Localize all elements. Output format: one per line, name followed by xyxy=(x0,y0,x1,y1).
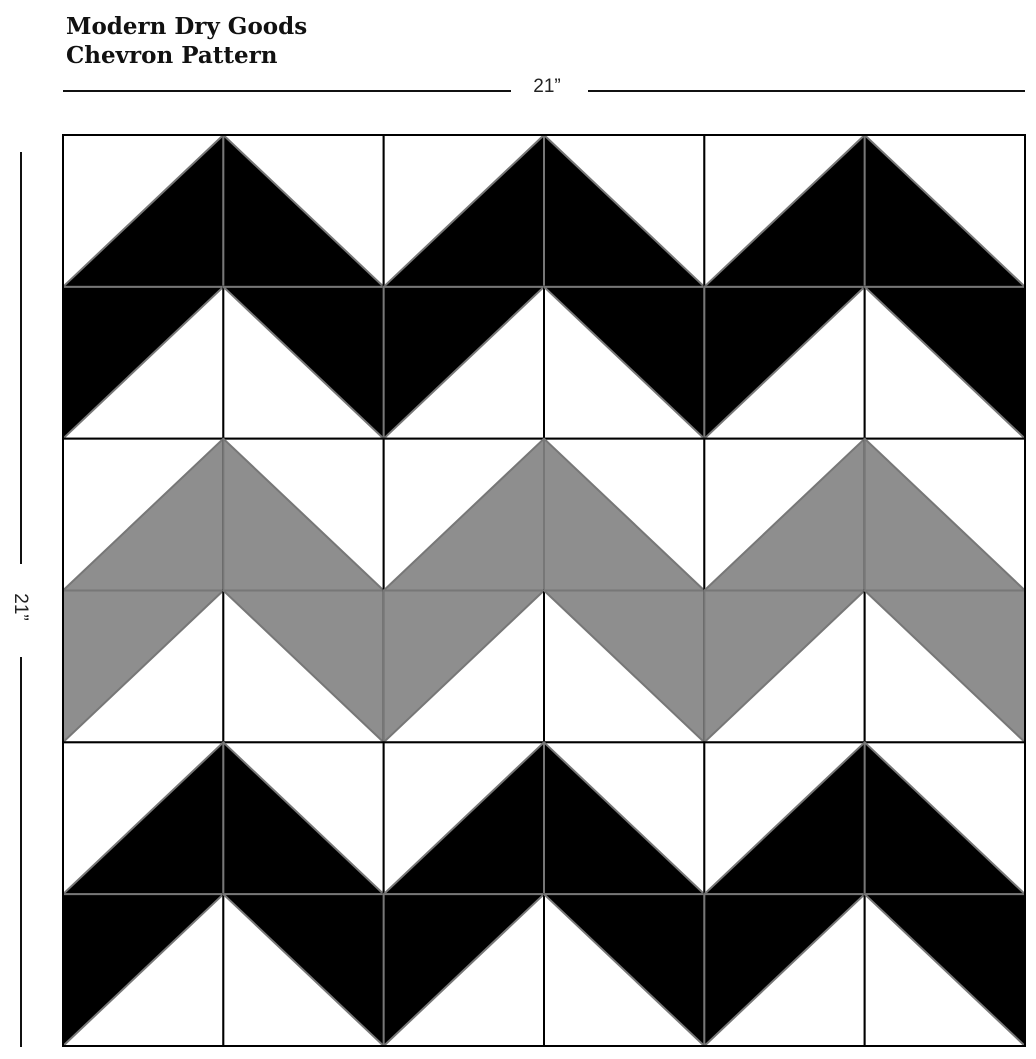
title-line-1: Modern Dry Goods xyxy=(66,13,308,40)
height-dimension-label: 21” xyxy=(10,593,31,621)
title-line-2: Chevron Pattern xyxy=(66,42,278,69)
width-dimension-label: 21” xyxy=(533,76,561,97)
